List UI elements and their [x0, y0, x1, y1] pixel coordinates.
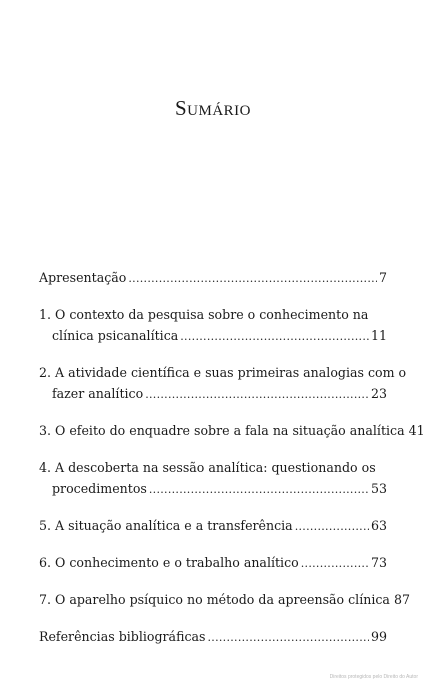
toc-entry-title: clínica psicanalítica: [52, 328, 179, 343]
toc-entry-title: procedimentos: [52, 481, 147, 496]
toc-page-number: 99: [370, 629, 387, 644]
toc-dot-leader: [301, 552, 369, 574]
toc-entry-title: Apresentação: [39, 270, 127, 285]
toc-entry: [39, 515, 387, 537]
toc-entry: [39, 552, 387, 574]
toc-entry: [39, 457, 387, 500]
toc-entry: [39, 304, 387, 347]
toc-page-number: 23: [370, 386, 387, 401]
toc-entry-title: 3. O efeito do enquadre sobre a fala na situação analítica: [39, 423, 405, 438]
toc-entry: [39, 362, 407, 405]
toc-entry-line: [39, 325, 387, 347]
toc-entry-title: fazer analítico: [52, 386, 144, 401]
toc-entry-line: [39, 457, 387, 478]
toc-entry-line: [39, 478, 387, 500]
toc-dot-leader: [145, 383, 369, 405]
toc-page-number: 11: [370, 328, 387, 343]
toc-entry: [39, 267, 387, 289]
toc-entry-line: [39, 267, 387, 289]
toc-entry-title: 2. A atividade científica e suas primeiras analogias com o: [39, 365, 407, 380]
toc-entry-title: 7. O aparelho psíquico no método da apreensão clínica: [39, 592, 390, 607]
toc-entry: [39, 626, 387, 648]
page-title: Sumário: [174, 96, 251, 120]
toc-entry-line: [39, 589, 410, 611]
toc-entry-line: [39, 420, 425, 442]
toc-dot-leader: [149, 478, 369, 500]
toc-entry-line: [39, 515, 387, 537]
toc-entry-line: [39, 552, 387, 574]
toc-entry-title: 1. O contexto da pesquisa sobre o conhecimento na: [39, 307, 369, 322]
toc-entry-line: [39, 383, 387, 405]
toc-dot-leader: [208, 626, 369, 648]
toc-entry-line: [39, 626, 387, 648]
toc-entry: [39, 420, 425, 442]
toc-page-number: 63: [370, 518, 387, 533]
toc-entry-title: 4. A descoberta na sessão analítica: questionando os: [39, 460, 376, 475]
toc-page-number: 53: [370, 481, 387, 496]
toc-page-number: 73: [370, 555, 387, 570]
toc-entry: [39, 589, 410, 611]
toc-entry-title: 5. A situação analítica e a transferência: [39, 518, 293, 533]
toc-dot-leader: [295, 515, 369, 537]
toc-page-number: 87: [393, 592, 410, 607]
toc-entry-title: 6. O conhecimento e o trabalho analítico: [39, 555, 299, 570]
toc-dot-leader: [180, 325, 369, 347]
toc-entry-line: [39, 362, 407, 383]
toc-page-number: 41: [408, 423, 425, 438]
toc-dot-leader: [128, 267, 377, 289]
toc-entry-title: Referências bibliográficas: [39, 629, 206, 644]
toc-entry-line: [39, 304, 387, 325]
table-of-contents: [39, 267, 425, 663]
toc-page-number: 7: [378, 270, 387, 285]
watermark: Direitos protegidos pelo Direito do Autor: [329, 674, 418, 680]
